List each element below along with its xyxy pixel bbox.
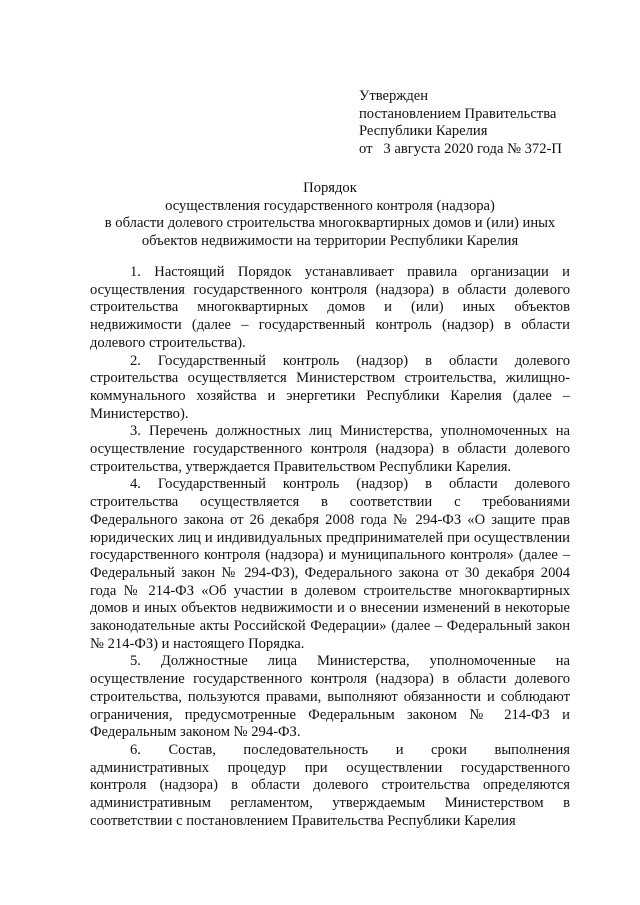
title-line-2: осуществления государственного контроля (надзора) [165,197,495,214]
title-line-1: Порядок [303,180,357,196]
paragraph-5: 5. Должностные лица Министерства, уполномоченные на осуществление государственного контроля (надзора) в области долевого строительства, пользуются правами, выполняют обязанности и соблюдают ограничения, предусмотренные Федеральным законом № 214-ФЗ и Федеральным законом № 294-ФЗ. [90,653,570,741]
paragraph-6: 6. Состав, последовательность и сроки выполнения административных процедур при осуществлении государственного контроля (надзора) в области долевого строительства определяются административным регламентом, утверждаемым Министерством в соответствии с постановлением Правительства Республики Карелия [90,741,570,829]
document-title [90,180,570,251]
approval-stamp [359,88,619,159]
paragraph-3: 3. Перечень должностных лиц Министерства, уполномоченных на осуществление государственного контроля (надзора) в области долевого строительства, утверждается Правительством Республики Карелия. [90,423,570,475]
approval-line-3: Республики Карелия [359,123,488,140]
paragraph-2: 2. Государственный контроль (надзор) в области долевого строительства осуществляется Министерством строительства, жилищно-коммунального хозяйства и энергетики Республики Карелия (далее – Министерство). [90,352,570,422]
approval-line-1: Утвержден [359,88,429,104]
document-body [90,264,570,831]
title-line-4: объектов недвижимости на территории Республики Карелия [141,233,519,250]
title-line-3: в области долевого строительства многоквартирных домов и (или) иных [104,215,556,232]
approval-line-4: от 3 августа 2020 года № 372-П [359,141,562,158]
paragraph-1: 1. Настоящий Порядок устанавливает правила организации и осуществления государственного контроля (надзора) в области долевого строительства многоквартирных домов и (или) иных объектов недвижимости (далее – государственный контроль (надзор) в области долевого строительства). [90,264,570,351]
paragraph-4: 4. Государственный контроль (надзор) в области долевого строительства осуществляется в соответствии с требованиями Федерального закона от 26 декабря 2008 года № 294-ФЗ «О защите прав юридических лиц и индивидуальных предпринимателей при осуществлении государственного контроля (надзора) и муниципального контроля» (далее – Федеральный закон № 294-ФЗ), Федерального закона от 30 декабря 2004 года № 214-ФЗ «Об участии в долевом строительстве многоквартирных домов и иных объектов недвижимости и о внесении изменений в некоторые законодательные акты Российской Федерации» (далее – Федеральный закон № 214-ФЗ) и настоящего Порядка. [90,476,570,652]
approval-line-2: постановлением Правительства [359,105,557,122]
